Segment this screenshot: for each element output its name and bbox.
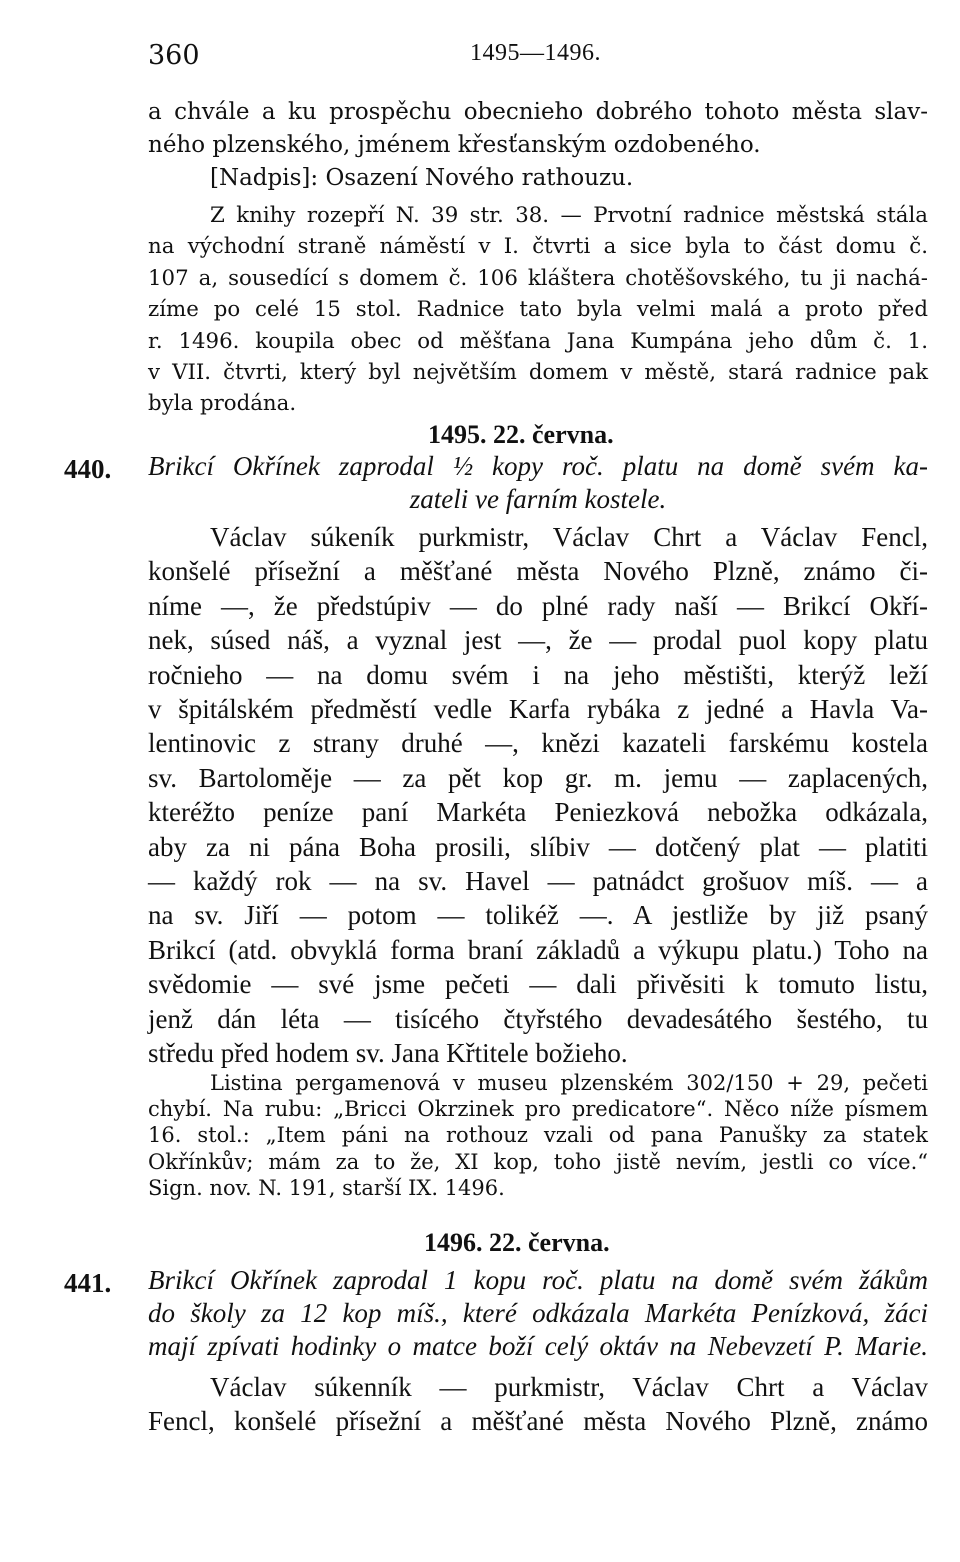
- footnote-line: v VII. čtvrti, který byl největším domem v městě, stará radnice pak: [148, 360, 928, 386]
- regest-line: do školy za 12 kop míš., které odkázala Markéta Penízková, žáci: [148, 1298, 928, 1328]
- text-line: aby za ni pána Boha prosili, slíbiv — dotčený plat — platiti: [148, 831, 928, 862]
- footnote-top: [148, 200, 928, 420]
- intro-line: ného plzenského, jménem křesťanským ozdobeného.: [148, 132, 761, 158]
- entry-441-regest: [148, 1264, 928, 1363]
- text-line: kteréžto peníze paní Markéta Peniezková nebožka odkázala,: [148, 797, 928, 828]
- regest-line: mají zpívati hodinky o matce boží celý oktáv na Nebevzetí P. Marie.: [148, 1331, 928, 1361]
- text-line: Václav súkenník — purkmistr, Václav Chrt a Václav: [210, 1372, 928, 1402]
- text-line: nek, súsed náš, a vyznal jest —, že — prodal puol kopy platu: [148, 625, 928, 656]
- entry-441-number: 441.: [64, 1268, 112, 1298]
- note-line: Okřínkův; mám za to že, XI kop, toho jistě nevím, jestli co více.“: [148, 1149, 928, 1174]
- running-head: 1495—1496.: [470, 40, 601, 66]
- page-number: 360: [148, 40, 200, 71]
- footnote-line: zíme po celé 15 stol. Radnice tato byla velmi malá a proto před: [148, 297, 928, 323]
- footnote-line: Z knihy rozepří N. 39 str. 38. — Prvotní radnice městská stála: [210, 203, 928, 228]
- intro-line: a chvále a ku prospěchu obecnieho dobrého tohoto města slav-: [148, 99, 928, 125]
- text-line: sv. Bartoloměje — za pět kop gr. m. jemu — zaplacených,: [148, 762, 928, 793]
- intro-line: [Nadpis]: Osazení Nového rathouzu.: [210, 165, 634, 191]
- text-line: Brikcí (atd. obvyklá forma braní základů a výkupu platu.) Toho na: [148, 934, 928, 965]
- entry-440-number: 440.: [64, 454, 112, 484]
- text-line: ročnieho — na domu svém i na jeho městišti, kterýž leží: [148, 659, 928, 690]
- entry-440-regest: [148, 450, 928, 516]
- text-line: — každý rok — na sv. Havel — patnádct grošuov míš. — a: [148, 866, 928, 897]
- text-line: svědomie — své jsme pečeti — dali přivěsiti k tomuto listu,: [148, 969, 928, 1000]
- footnote-line: na východní straně náměstí v I. čtvrti a sice byla to část domu č.: [148, 234, 928, 260]
- text-line: Fencl, konšelé přísežní a měšťané města Nového Plzně, známo: [148, 1406, 928, 1437]
- footnote-line: r. 1496. koupila obec od měšťana Jana Kumpána jeho dům č. 1.: [148, 328, 928, 354]
- intro-paragraph: [148, 96, 928, 195]
- footnote-line: byla prodána.: [148, 391, 297, 417]
- regest-line: Brikcí Okřínek zaprodal ½ kopy roč. platu na domě svém ka-: [148, 451, 928, 481]
- footnote-line: 107 a, sousedící s domem č. 106 kláštera chotěšovského, tu ji nachá-: [148, 265, 928, 291]
- text-line: konšelé přísežní a měšťané města Nového Plzně, známo či-: [148, 556, 928, 587]
- text-line: níme —, že předstúpiv — do plné rady naší — Brikcí Okří-: [148, 590, 928, 621]
- entry-440-text: [148, 520, 928, 1071]
- entry-440-archival-note: [148, 1070, 928, 1201]
- regest-line: zateli ve farním kostele.: [409, 484, 667, 514]
- entry-441-date: 1496. 22. června.: [424, 1228, 610, 1257]
- text-line: lentinovic z strany druhé —, knězi kazateli farskému kostela: [148, 728, 928, 759]
- note-line: Sign. nov. N. 191, starší IX. 1496.: [148, 1175, 505, 1200]
- regest-line: Brikcí Okřínek zaprodal 1 kopu roč. platu na domě svém žákům: [148, 1265, 928, 1295]
- entry-441-text: [148, 1370, 928, 1439]
- note-line: chybí. Na rubu: „Bricci Okrzinek pro predicatore“. Něco níže písmem: [148, 1097, 928, 1122]
- text-line: středu před hodem sv. Jana Křtitele božieho.: [148, 1038, 628, 1069]
- text-line: Václav súkeník purkmistr, Václav Chrt a Václav Fencl,: [210, 522, 928, 552]
- note-line: 16. stol.: „Item páni na rothouz vzali od pana Panušky za statek: [148, 1123, 928, 1148]
- text-line: v špitálském předměstí vedle Karfa rybáka z jedné a Havla Va-: [148, 694, 928, 725]
- note-line: Listina pergamenová v museu plzenském 302/150 + 29, pečeti: [210, 1071, 928, 1095]
- text-line: na sv. Jiří — potom — tolikéž —. A jestliže by již psaný: [148, 900, 928, 931]
- text-line: jenž dán léta — tisícého čtyřstého devadesátého šestého, tu: [148, 1003, 928, 1034]
- entry-440-date: 1495. 22. června.: [428, 420, 614, 449]
